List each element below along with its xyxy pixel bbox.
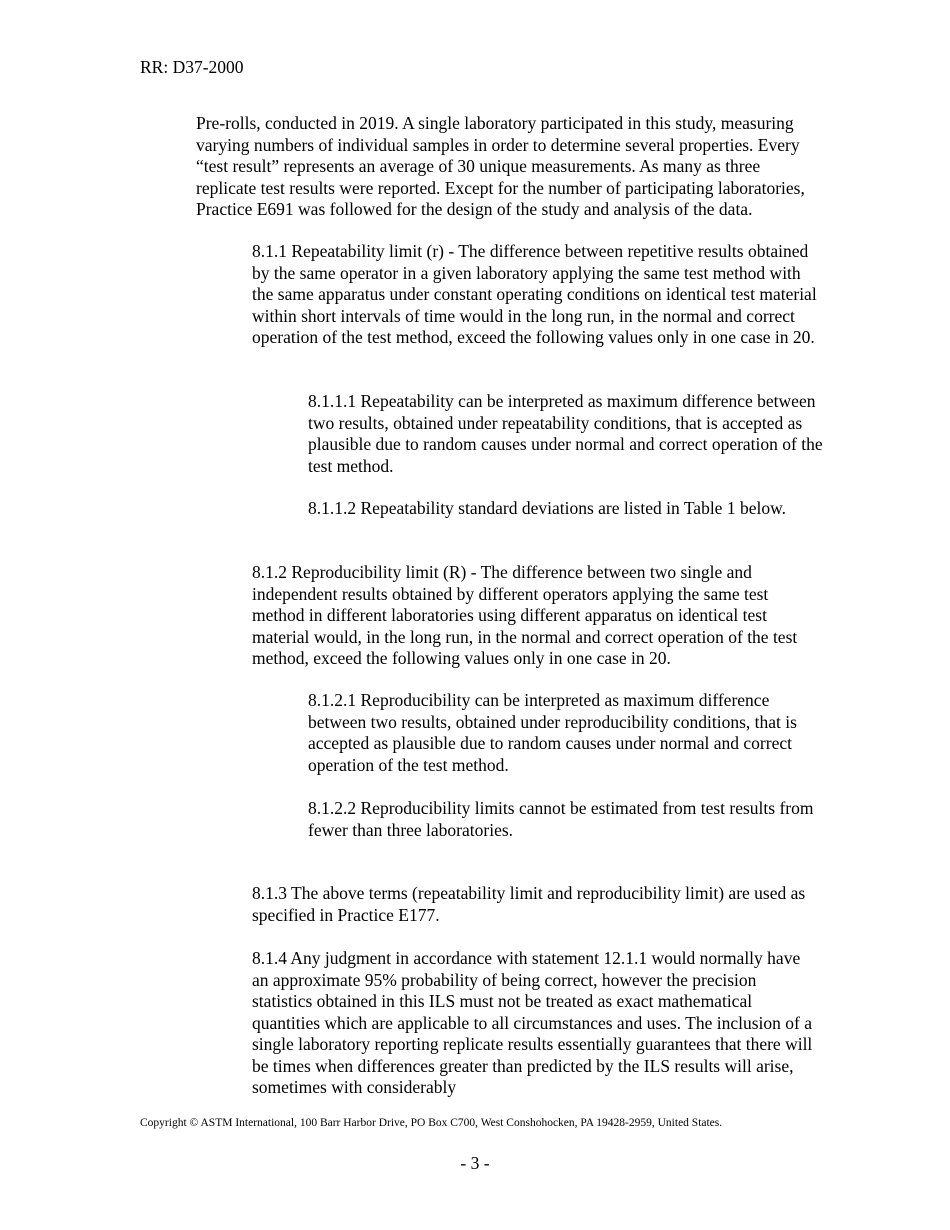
page-number: - 3 - [460, 1153, 490, 1173]
copyright-footer: Copyright © ASTM International, 100 Barr Harbor Drive, PO Box C700, West Conshohocken, PA 19428-2959, United States. [140, 1117, 723, 1129]
intro-paragraph: Pre-rolls, conducted in 2019. A single laboratory participated in this study, measuring varying numbers of individual samples in order to determine several properties. Every “test result” represents an average of 30 unique measurements. As many as three replicate test results were reported. Except for the number of participating laboratories, Practice E691 was followed for the design of the study and analysis of the data. [196, 113, 805, 219]
section-8-1-1-1-repeatability-interpretation: 8.1.1.1 Repeatability can be interpreted as maximum difference between two results, obtained under repeatability conditions, that is accepted as plausible due to random causes under normal and correct operation of the test method. [308, 391, 823, 476]
section-8-1-4-judgment-probability: 8.1.4 Any judgment in accordance with statement 12.1.1 would normally have an approximate 95% probability of being correct, however the precision statistics obtained in this ILS must not be treated as exact mathematical quantities which are applicable to all circumstances and uses. The inclusion of a single laboratory reporting replicate results essentially guarantees that there will be times when differences greater than predicted by the ILS results will arise, sometimes with considerably [252, 948, 813, 1097]
section-8-1-2-1-reproducibility-interpretation: 8.1.2.1 Reproducibility can be interpreted as maximum difference between two results, obtained under reproducibility conditions, that is accepted as plausible due to random causes under normal and correct operation of the test method. [308, 690, 797, 775]
section-8-1-1-2-repeatability-std-dev: 8.1.1.2 Repeatability standard deviations are listed in Table 1 below. [308, 498, 786, 518]
document-id-header: RR: D37-2000 [140, 57, 244, 77]
section-8-1-3-terms-usage: 8.1.3 The above terms (repeatability limit and reproducibility limit) are used as specified in Practice E177. [252, 883, 806, 925]
section-8-1-2-reproducibility-limit: 8.1.2 Reproducibility limit (R) - The difference between two single and independent results obtained by different operators applying the same test method in different laboratories using different apparatus on identical test material would, in the long run, in the normal and correct operation of the test method, exceed the following values only in one case in 20. [252, 562, 798, 668]
section-8-1-2-2-reproducibility-limits-note: 8.1.2.2 Reproducibility limits cannot be estimated from test results from fewer than three laboratories. [308, 798, 814, 840]
section-8-1-1-repeatability-limit: 8.1.1 Repeatability limit (r) - The difference between repetitive results obtained by the same operator in a given laboratory applying the same test method with the same apparatus under constant operating conditions on identical test material within short intervals of time would in the long run, in the normal and correct operation of the test method, exceed the following values only in one case in 20. [252, 241, 817, 347]
